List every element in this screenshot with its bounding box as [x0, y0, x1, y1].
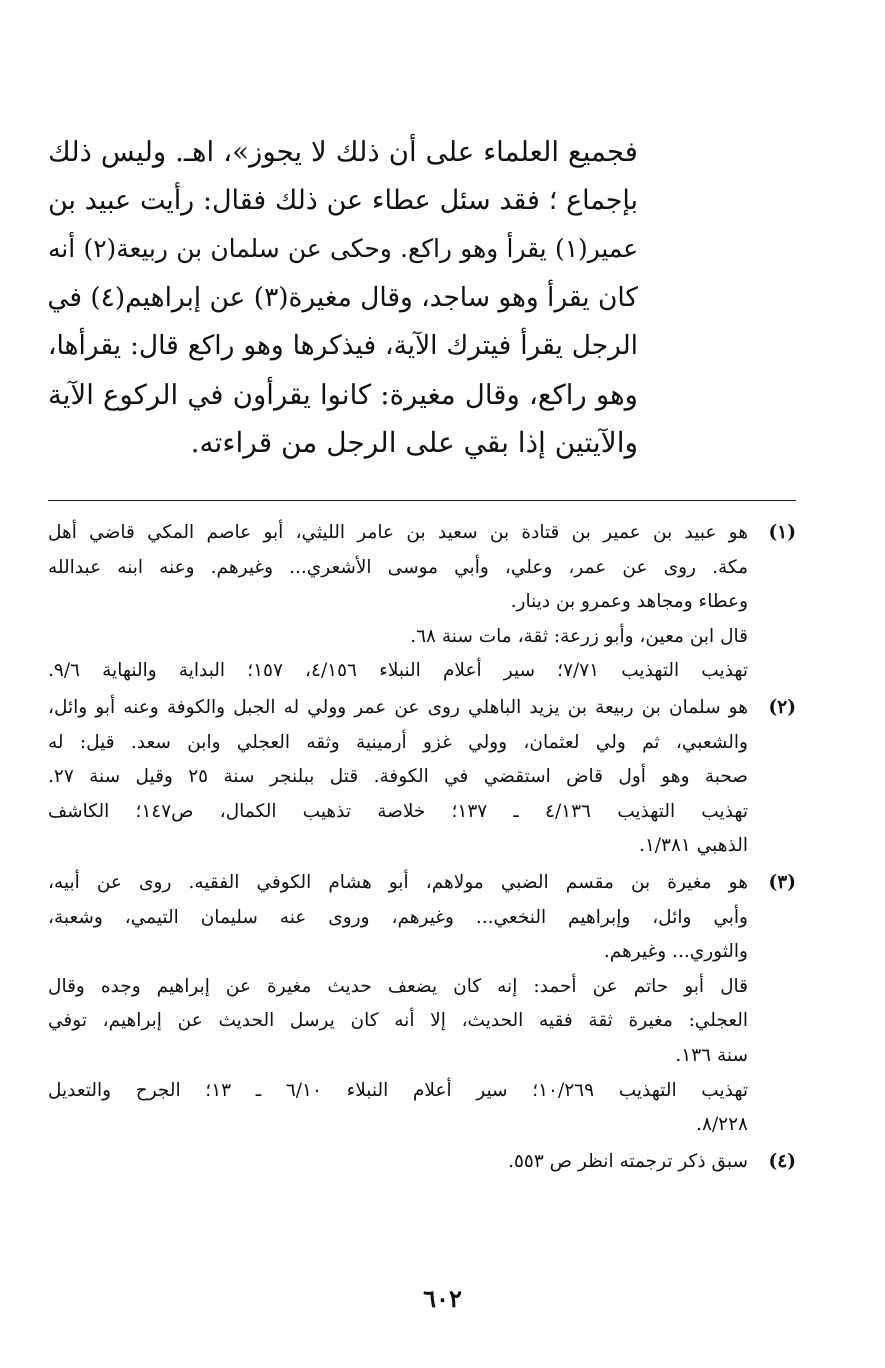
footnote-line: ٨/٢٢٨.	[696, 1114, 748, 1136]
footnote-line: هو سلمان بن ربيعة بن يزيد الباهلي روى عن عمر وولي له الجبل والكوفة وعنه أبو وائل،	[48, 696, 748, 718]
footnote-line: هو مغيرة بن مقسم الضبي مولاهم، أبو هشام الكوفي الفقيه. روى عن أبيه،	[48, 871, 748, 893]
footnote-number: (٣)	[768, 871, 796, 893]
main-text-line: والآيتين إذا بقي على الرجل من قراءته.	[190, 426, 638, 459]
footnote-line: العجلي: مغيرة ثقة فقيه الحديث، إلا أنه كان يرسل الحديث عن إبراهيم، توفي	[48, 1010, 748, 1032]
footnote-line: وأبي وائل، وإبراهيم النخعي... وغيرهم، وروى عنه سليمان التيمي، وشعبة،	[48, 906, 748, 928]
footnote-number: (١)	[768, 522, 796, 543]
main-text-line: عمير(١) يقرأ وهو راكع. وحكى عن سلمان بن ربيعة(٢) أنه	[48, 234, 638, 263]
footnote-number: (٤)	[768, 1150, 796, 1172]
main-text-line: وهو راكع، وقال مغيرة: كانوا يقرأون في الركوع الآية	[48, 377, 638, 411]
main-text-line: الرجل يقرأ فيترك الآية، فيذكرها وهو راكع قال: يقرأها،	[48, 330, 638, 361]
footnote-2	[48, 691, 796, 864]
footnote-line: مكة. روى عن عمر، وعلي، وأبي موسى الأشعري... وغيرهم. وعنه ابنه عبدالله	[48, 556, 748, 578]
footnotes	[48, 516, 796, 1181]
footnote-3	[48, 866, 796, 1143]
footnote-line: تهذيب التهذيب ٧/٧١؛ سير أعلام النبلاء ٤/١٥٦، ١٥٧؛ البداية والنهاية ٩/٦.	[48, 660, 749, 682]
footnote-line: والشعبي، ثم ولي لعثمان، وولي غزو أرمينية وثقه العجلي وابن سعد. قيل: له	[48, 731, 748, 753]
footnote-line: سنة ١٣٦.	[675, 1044, 748, 1066]
footnote-4	[48, 1145, 796, 1180]
footnote-line: والثوري... وغيرهم.	[603, 941, 748, 963]
footnote-number: (٢)	[768, 696, 796, 718]
footnote-line: تهذيب التهذيب ٤/١٣٦ ـ ١٣٧؛ خلاصة تذهيب الكمال، ص١٤٧؛ الكاشف	[48, 800, 748, 822]
main-text-line: كان يقرأ وهو ساجد، وقال مغيرة(٣) عن إبراهيم(٤) في	[47, 281, 638, 313]
main-text	[48, 128, 638, 468]
main-text-line: بإجماع ؛ فقد سئل عطاء عن ذلك فقال: رأيت عبيد بن	[48, 184, 638, 216]
page-number: ٦٠٢	[423, 1284, 462, 1313]
footnote-line: وعطاء ومجاهد وعمرو بن دينار.	[510, 591, 748, 613]
footnote-divider	[48, 500, 796, 501]
footnote-line: الذهبي ١/٣٨١.	[638, 835, 748, 857]
footnote-line: تهذيب التهذيب ١٠/٢٦٩؛ سير أعلام النبلاء ٦/١٠ ـ ١٣؛ الجرح والتعديل	[48, 1079, 749, 1101]
main-text-line: فجميع العلماء على أن ذلك لا يجوز»، اهـ. وليس ذلك	[48, 135, 638, 168]
footnote-1	[48, 516, 796, 689]
footnote-line: صحبة وهو أول قاض استقضي في الكوفة. قتل ببلنجر سنة ٢٥ وقيل سنة ٢٧.	[48, 766, 749, 788]
footnote-line: هو عبيد بن عمير بن قتادة بن سعيد بن عامر الليثي، أبو عاصم المكي قاضي أهل	[48, 522, 748, 543]
footnote-line: قال ابن معين، وأبو زرعة: ثقة، مات سنة ٦٨.	[410, 625, 748, 647]
footnote-line: قال أبو حاتم عن أحمد: إنه كان يضعف حديث مغيرة عن إبراهيم وجده وقال	[48, 975, 748, 997]
footnote-line: سبق ذكر ترجمته انظر ص ٥٥٣.	[508, 1150, 748, 1172]
